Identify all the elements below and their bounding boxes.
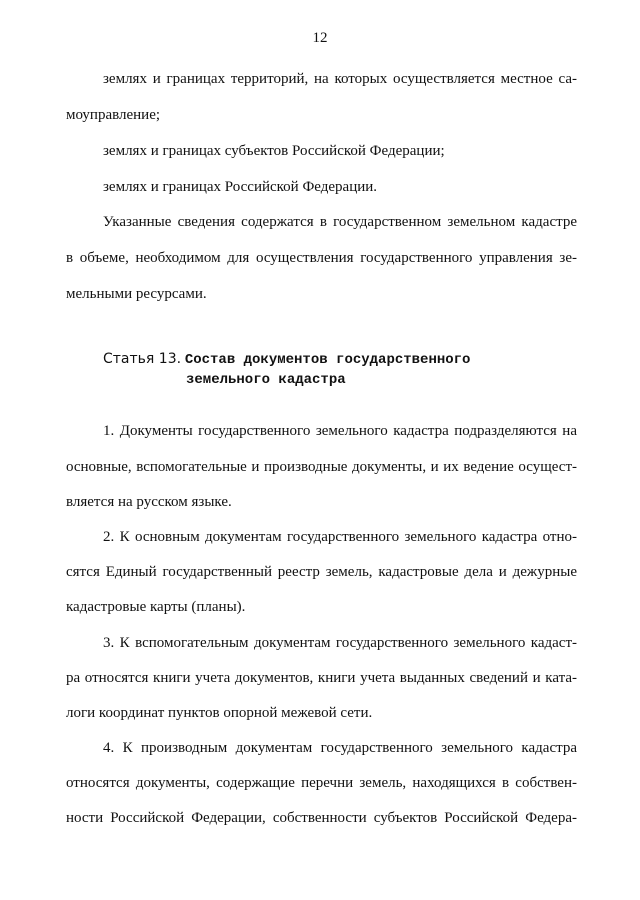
article-title-continued: земельного кадастра	[186, 372, 346, 388]
paragraph-line: 2. К основным документам государственного земельного кадастра отно-	[103, 529, 577, 545]
paragraph-line: 1. Документы государственного земельного кадастра подразделяются на	[103, 423, 577, 439]
paragraph-line: 4. К производным документам государственного земельного кадастра	[103, 740, 577, 756]
paragraph-line: логи координат пунктов опорной межевой сети.	[66, 705, 373, 721]
paragraph-line: относятся документы, содержащие перечни земель, находящихся в собствен-	[66, 775, 577, 791]
paragraph-line: землях и границах территорий, на которых осуществляется местное са-	[103, 71, 577, 87]
paragraph-line: сятся Единый государственный реестр земель, кадастровые дела и дежурные	[66, 564, 577, 580]
paragraph-line: кадастровые карты (планы).	[66, 599, 246, 615]
paragraph-line: ра относятся книги учета документов, книги учета выданных сведений и ката-	[66, 670, 577, 686]
paragraph-line: землях и границах Российской Федерации.	[103, 179, 378, 195]
paragraph-line: в объеме, необходимом для осуществления государственного управления зе-	[66, 250, 577, 266]
article-title: Состав документов государственного	[184, 352, 471, 368]
paragraph-line: моуправление;	[66, 107, 161, 123]
paragraph-line: основные, вспомогательные и производные документы, и их ведение осущест-	[66, 459, 577, 475]
paragraph-line: вляется на русском языке.	[66, 494, 232, 510]
article-heading	[103, 350, 470, 369]
paragraph-line: Указанные сведения содержатся в государственном земельном кадастре	[103, 214, 577, 230]
article-label: Статья 13.	[103, 351, 182, 367]
paragraph-line: мельными ресурсами.	[66, 286, 207, 302]
page-number: 12	[312, 30, 328, 46]
paragraph-line: землях и границах субъектов Российской Федерации;	[103, 143, 445, 159]
paragraph-line: 3. К вспомогательным документам государственного земельного кадаст-	[103, 635, 577, 651]
paragraph-line: ности Российской Федерации, собственности субъектов Российской Федера-	[66, 810, 577, 826]
